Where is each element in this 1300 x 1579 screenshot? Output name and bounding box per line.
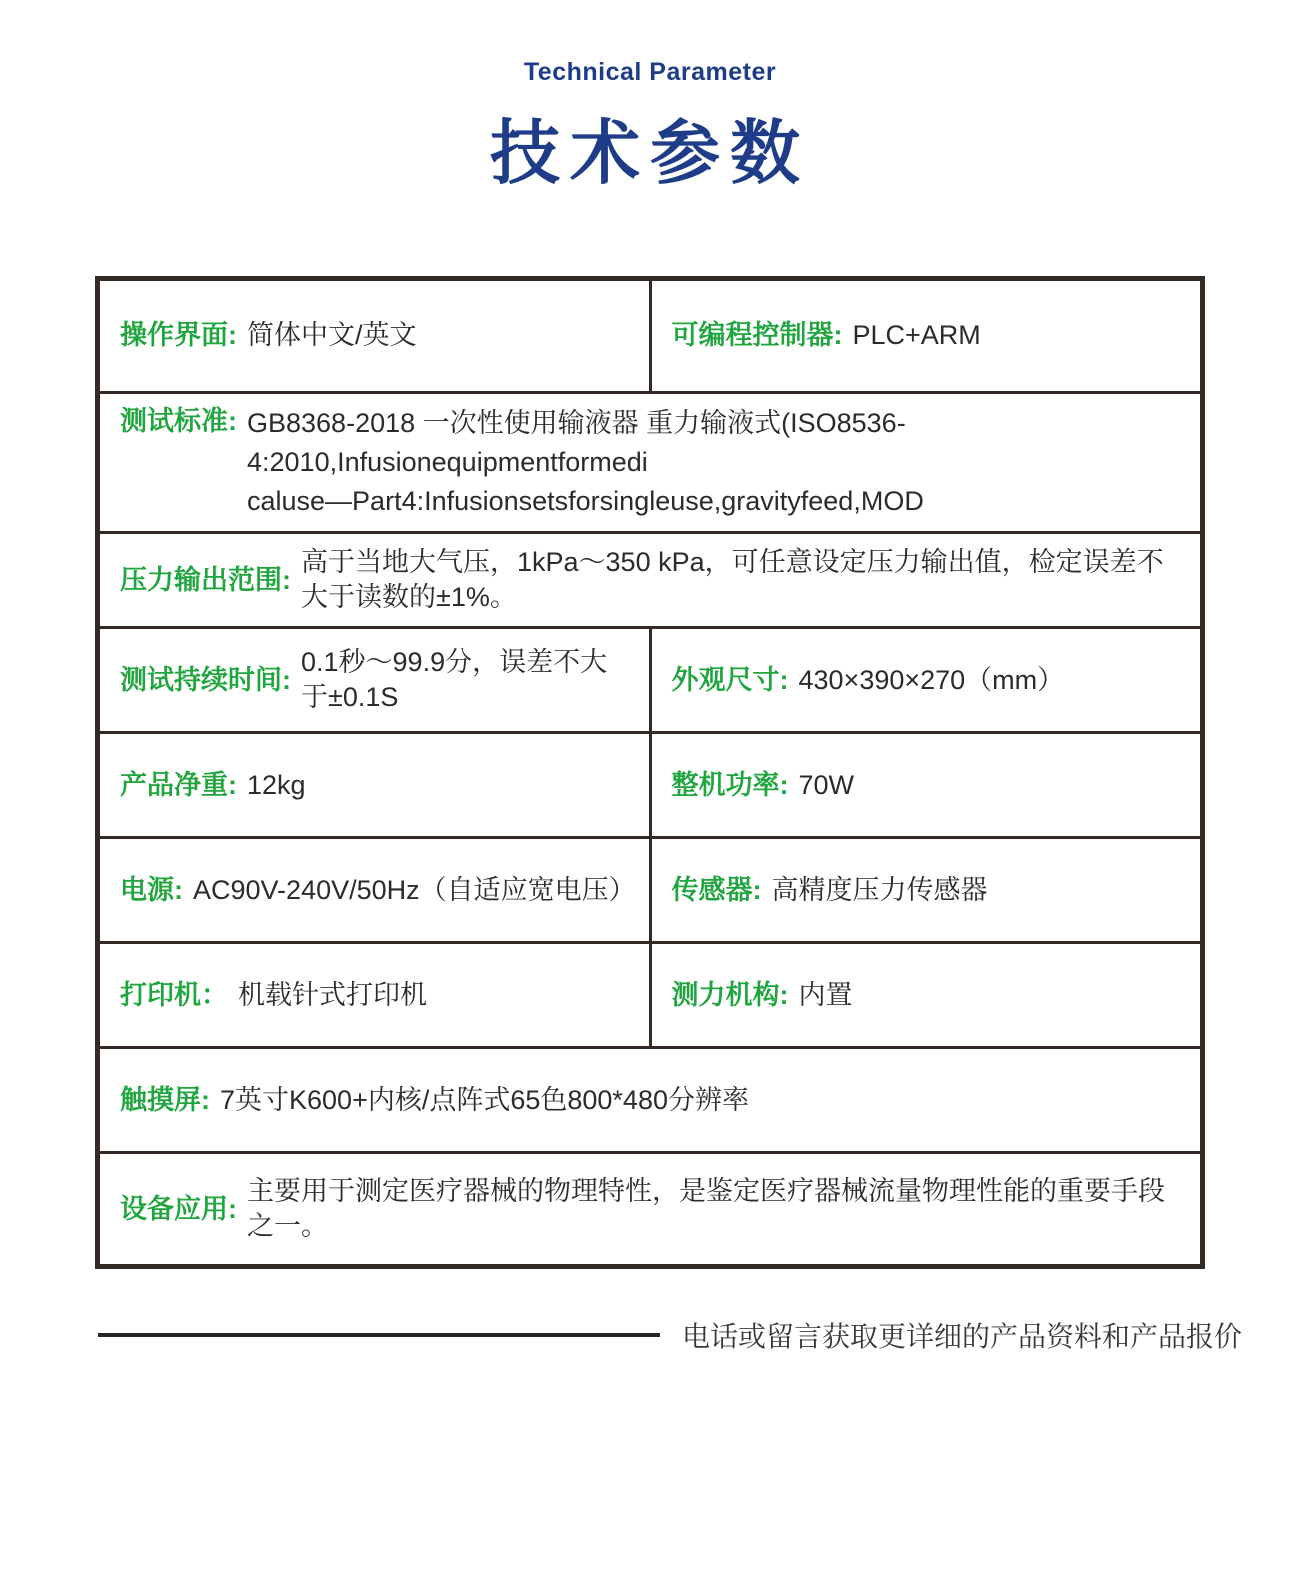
table-row [100,1154,1200,1264]
param-value: 机载针式打印机 [238,979,427,1010]
param-cell-device-application [100,1154,1200,1264]
table-row [100,944,1200,1049]
param-value: AC90V-240V/50Hz（自适应宽电压） [193,874,636,905]
param-cell-test-duration [100,629,649,731]
param-cell-pressure-output-range [100,534,1200,626]
param-label: 产品净重: [120,769,237,800]
param-label: 整机功率: [671,769,789,800]
param-value: 12kg [247,769,306,800]
param-value: 主要用于测定医疗器械的物理特性，是鉴定医疗器械流量物理性能的重要手段之一。 [247,1176,1165,1242]
param-cell-net-weight [100,734,649,836]
param-value: 高精度压力传感器 [771,874,988,905]
param-cell-sensor [649,839,1201,941]
table-row [100,534,1200,629]
page-header [0,0,1300,198]
param-value [247,404,1184,521]
param-cell-programmable-controller [649,281,1201,391]
param-cell-test-standard [100,394,1200,531]
parameters-table [95,276,1205,1269]
table-row [100,394,1200,534]
param-label: 可编程控制器: [671,320,843,351]
param-value: 简体中文/英文 [247,320,417,351]
footer-note: 电话或留言获取更详细的产品资料和产品报价 [682,1321,1243,1353]
table-row [100,1049,1200,1154]
page-title: 技术参数 [490,114,810,192]
param-cell-power-supply [100,839,649,941]
param-value: 70W [798,769,855,800]
param-label: 操作界面: [120,320,237,351]
param-value: PLC+ARM [852,320,981,351]
param-value: 430×390×270（mm） [798,664,1065,695]
param-label: 电源: [120,874,183,905]
param-cell-total-power [649,734,1201,836]
param-label: 测试标准: [120,406,237,436]
param-cell-operation-interface [100,281,649,391]
param-label: 设备应用: [120,1193,237,1224]
table-row [100,839,1200,944]
param-cell-printer [100,944,649,1046]
table-row [100,281,1200,394]
value-line-2: caluse—Part4:Infusionsetsforsingleuse,gravityfeed,MOD [247,486,924,517]
param-value: 内置 [798,979,853,1010]
value-line-1: GB8368-2018 一次性使用输液器 重力输液式(ISO8536-4:2010,Infusionequipmentformedi [247,408,906,478]
param-label: 压力输出范围: [120,564,291,595]
param-value: 高于当地大气压，1kPa～350 kPa，可任意设定压力输出值，检定误差不大于读数的±1%。 [301,547,1164,613]
label-value-pair [120,404,1184,521]
param-label: 测试持续时间: [120,664,291,695]
param-label: 传感器: [671,874,762,905]
param-label: 触摸屏: [120,1084,210,1115]
table-row [100,629,1200,734]
param-label: 测力机构: [671,979,789,1010]
page-subtitle: Technical Parameter [523,58,777,86]
param-cell-dimensions [649,629,1201,731]
page-footer [98,1315,1300,1355]
param-label: 外观尺寸: [671,664,789,695]
param-value: 7英寸K600+内核/点阵式65色800*480分辨率 [220,1084,749,1115]
param-value: 0.1秒～99.9分，误差不大于±0.1S [301,647,608,713]
param-label: 打印机： [120,979,228,1010]
param-cell-touch-screen [100,1049,1200,1151]
table-row [100,734,1200,839]
param-cell-force-mechanism [649,944,1201,1046]
divider-line [98,1333,660,1337]
